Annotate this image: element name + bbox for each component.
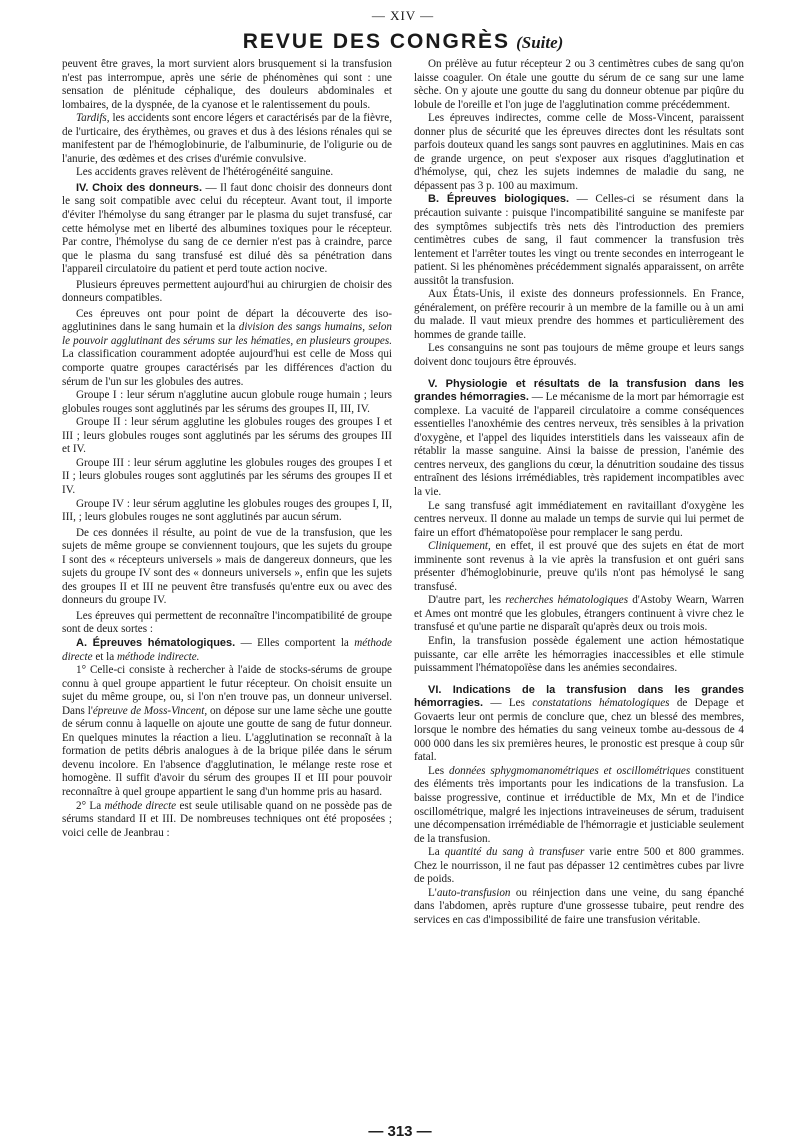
section-heading: V. Physiologie et résultats de la transfusion dans les grandes hémorragies.	[414, 377, 744, 404]
paragraph-text: d'Astoby Wearn, Warren et Ames ont montré que les globules, étrangers continuent à vivre chez le transfusé et qu'une partie ne disparaît qu'après deux ou trois mois.	[414, 594, 744, 634]
paragraph: On prélève au futur récepteur 2 ou 3 centimètres cubes de sang qu'on laisse coaguler. On étale une goutte du sérum de ce sang sur une lame sèche. On y ajoute une goutte du sang du donneur obtenue par piqûre du lobule de l'oreille et l'on juge de l'agglutination comme précédemment.	[414, 58, 744, 111]
paragraph-text: est seule utilisable quand on ne possède pas de sérums standard II et III. De nombreuses techniques ont été proposées ; voici celle de Jeanbrau :	[62, 799, 392, 839]
emphasis: méthode indirecte.	[116, 650, 200, 663]
paragraph: Les épreuves qui permettent de reconnaître l'incompatibilité de groupe sont de deux sortes :	[62, 609, 392, 636]
page-number: — 313 —	[368, 1123, 432, 1140]
emphasis: division des sangs humains, selon le pouvoir agglutinant des sérums sur les hématies, en plusieurs groupes.	[62, 321, 392, 347]
paragraph-text: — Le mécanisme de la mort par hémorragie est complexe. La vacuité de l'appareil circulatoire a comme conséquences essentielles l'anoxhémie des centres nerveux, très sensibles à la privation d'oxygène, et l'appel des liquides interstitiels dans les vaisseaux afin de rétablir la masse sanguine. Ainsi la baisse de pression, l'anémie des centres nerveux, des ganglions du cœur, la dénutrition soudaine des tissus entraînent des lésions irrémédiables, très rapidement incompatibles avec la vie.	[414, 391, 744, 498]
paragraph: Enfin, la transfusion possède également une action hémostatique puissante, car elle arrête les hémorragies inaccessibles et elle stimule puissamment l'hématopoïèse dans les anémies secondaires.	[414, 634, 744, 675]
paragraph: Les épreuves indirectes, comme celle de Moss-Vincent, paraissent donner plus de sécurité que les épreuves directes dont les résultats sont parfois douteux quand les sangs sont pauvres en agglutinines. Mais en cas de grande urgence, on peut s'exposer aux risques d'agglutination et d'hémolyse, qui, chez les sujets indemnes de maladie du sang, ne dépassent pas 3 p. 100 au maximum.	[414, 112, 744, 192]
text-columns	[62, 58, 744, 1110]
section-vi	[414, 684, 744, 765]
paragraph: Les consanguins ne sont pas toujours de même groupe et leurs sangs doivent donc toujours être éprouvés.	[414, 342, 744, 369]
paragraph	[62, 664, 392, 799]
paragraph	[414, 594, 744, 635]
emphasis: constatations hématologiques	[532, 697, 670, 710]
paragraph-text: — Il faut donc choisir des donneurs dont le sang soit compatible avec celui du récepteur. Avant tout, il importe d'éviter l'hémolyse du sang étranger par le plasma du sujet transfusé, car cette hémolyse met en liberté des albumines toxiques pour le récepteur. Par contre, l'hémolyse du sang de ce dernier n'est pas à craindre, parce que le plasma du sang transfusé est dilué dès sa pénétration dans l'appareil circulatoire du patient et perd toute action nocive.	[62, 181, 392, 276]
emphasis: Cliniquement,	[428, 540, 491, 553]
emphasis: quantité du sang à transfuser	[444, 846, 585, 859]
emphasis: méthode directe	[104, 799, 177, 812]
subsection-heading: B. Épreuves biologiques.	[428, 193, 570, 206]
emphasis: données sphygmomanométriques et oscillométriques	[449, 764, 691, 777]
paragraph-text: Les	[428, 764, 449, 777]
running-head	[62, 30, 744, 58]
paragraph	[414, 540, 744, 594]
section-heading: IV. Choix des donneurs.	[76, 181, 203, 194]
emphasis: auto-transfusion	[436, 886, 511, 899]
group-definition: Groupe I : leur sérum n'agglutine aucun globule rouge humain ; leurs globules rouges sont agglutinés par les sérums des groupes II, III, IV.	[62, 389, 392, 415]
paragraph: Les accidents graves relèvent de l'hétérogénéité sanguine.	[76, 166, 334, 179]
folio: — XIV —	[371, 8, 435, 23]
subsection-b	[414, 193, 744, 288]
journal-section-suffix: (Suite)	[516, 33, 564, 52]
emphasis: Tardifs,	[76, 112, 110, 125]
subsection-heading: A. Épreuves hématologiques.	[76, 636, 236, 649]
paragraph-text: Ces épreuves ont pour point de départ la découverte des iso-agglutinines dans le sang humain et la	[62, 307, 392, 334]
emphasis: épreuve de Moss-Vincent,	[92, 704, 208, 717]
paragraph-text: les accidents sont encore légers et caractérisés par de la fièvre, de l'urticaire, des érythèmes, ou graves et dus à des lésions rénales qui se manifestent par de l'hémoglobinurie, de l'albuminurie, de l'oligurie ou de l'anurie, des œdèmes et des crises d'urémie convulsive.	[62, 112, 392, 165]
paragraph	[414, 846, 744, 887]
paragraph-text: — Celles-ci se résument dans la précaution suivante : puisque l'incompatibilité sanguine se manifeste par des symptômes subjectifs très nets dès l'introduction des premiers centimètres cubes de sang, il faut commencer la transfusion très lentement et l'arrêter toutes les vingt ou trente secondes en interrogeant le patient. Si les phénomènes précédemment signalés apparaissent, on arrête aussitôt la transfusion.	[414, 193, 744, 287]
section-v	[414, 378, 744, 500]
group-definition: Groupe III : leur sérum agglutine les globules rouges des groupes I et II ; leurs globules rouges sont agglutinés par les sérums des groupes II et IV.	[62, 456, 392, 496]
paragraph	[62, 112, 392, 166]
paragraph-text: constituent des éléments très importants pour les indications de la transfusion. La baisse progressive, continue et irréductible de Mx, Mn et de l'indice oscillométrique, malgré les injections intraveineuses de sérum, traduisent une décompensation irrémédiable de l'hémorragie et justiciable seulement de la transfusion.	[414, 764, 744, 845]
emphasis: méthode directe	[62, 636, 392, 663]
paragraph: Aux États-Unis, il existe des donneurs professionnels. En France, généralement, on préfère recourir à un membre de la famille ou à un ami du malade. Il vaut mieux prendre des hommes et particulièrement des hommes de grande taille.	[414, 288, 744, 341]
paragraph-text: La classification couramment adoptée aujourd'hui est celle de Moss qui comporte quatre groupes caractérisés par les différences d'action du sérum de l'un sur les globules des autres.	[62, 348, 392, 388]
paragraph-text: en effet, il est prouvé que des sujets en état de mort imminente sont revenus à la vie après la transfusion et ont guéri sans présenter d'hémoglobinurie, preuve qu'ils n'ont pas hémolysé le sang transfusé.	[414, 540, 744, 593]
paragraph-text: D'autre part, les	[428, 594, 506, 607]
paragraph: Plusieurs épreuves permettent aujourd'hui au chirurgien de choisir des donneurs compatibles.	[62, 278, 392, 305]
subsection-a	[62, 637, 392, 664]
paragraph	[62, 308, 392, 389]
paragraph-text: 1° Celle-ci consiste à rechercher à l'aide de stocks-sérums de groupe connu à quel groupe appartient le futur récepteur. On choisit ensuite un sujet du même groupe, ou, si l'on n'en trouve pas, un donneur universel. Dans l'	[62, 664, 392, 717]
paragraph	[414, 887, 744, 928]
group-definition: Groupe IV : leur sérum agglutine les globules rouges des groupes I, II, III, ; leurs globules rouges ne sont agglutinés par aucun sérum.	[62, 497, 392, 524]
paragraph-text: — Elles comportent la	[235, 636, 355, 649]
paragraph: peuvent être graves, la mort survient alors brusquement si la transfusion n'est pas interrompue, après une série de phénomènes qui sont : une sensation de plénitude céphalique, des douleurs abdominales et lombaires, de la dyspnée, de la cyanose et le ralentissement du pouls.	[62, 58, 392, 111]
left-column	[62, 58, 392, 1110]
paragraph-text: — Les	[483, 697, 533, 710]
section-iv	[62, 182, 392, 277]
paragraph: Le sang transfusé agit immédiatement en ravitaillant d'oxygène les centres nerveux. Il donne au malade un temps de survie qui lui permet de faire un effort d'hématopoïèse pour remplacer le sang perdu.	[414, 499, 744, 539]
section-heading: VI. Indications de la transfusion dans les grandes hémorragies.	[414, 683, 744, 710]
paragraph	[414, 765, 744, 846]
paragraph	[62, 800, 392, 841]
paragraph-text: et la	[92, 650, 117, 663]
paragraph-text: La	[428, 846, 445, 859]
group-definition: Groupe II : leur sérum agglutine les globules rouges des groupes I et III ; leurs globules rouges sont agglutinés par les sérums des groupes III et IV.	[62, 416, 392, 456]
paragraph-text: varie entre 500 et 800 grammes. Chez le nourrisson, il ne faut pas dépasser 12 centimètres cubes par livre de poids.	[414, 846, 744, 886]
right-column	[414, 58, 744, 1110]
paragraph-text: on dépose sur une lame sèche une goutte de sérum connu à laquelle on ajoute une goutte de sang de futur donneur. En quelques minutes la réaction a lieu. L'agglutination se reconnaît à la formation de petits débris analogues à de la brique pilée dans le sérum devenu incolore. En l'absence d'agglutination, le mélange reste rose et homogène. Il suffit d'avoir du sérum des groupes II et III pour pouvoir reconnaître à quel groupe appartient le sang d'un homme pris au hasard.	[62, 704, 392, 798]
paragraph-text: 2° La	[76, 799, 105, 812]
paragraph: De ces données il résulte, au point de vue de la transfusion, que les sujets de même groupe se conviennent toujours, que les sujets du groupe I sont des « récepteurs universels » mais de dangereux donneurs, que les sujets du groupe IV sont des « donneurs universels », enfin que les sujets des groupes II et III ne peuvent être transfusés qu'entre eux ou avec des donneurs du groupe IV.	[62, 526, 392, 607]
paragraph-text: de Depage et Govaerts leur ont permis de conclure que, chez un blessé des membres, lorsque le nombre des hématies du sang veineux tombe au-dessous de 4 000 000 dans les six premières heures, le pronostic est presque à coup sûr fatal.	[414, 697, 744, 764]
paragraph-text: ou réinjection dans une veine, du sang épanché dans l'abdomen, après rupture d'une grossesse tubaire, peut rendre des services en cas d'impossibilité de faire une transfusion véritable.	[414, 886, 744, 926]
journal-section-title: REVUE DES CONGRÈS	[242, 30, 511, 53]
emphasis: recherches hématologiques	[505, 594, 629, 607]
paragraph-text: L'	[428, 886, 437, 899]
